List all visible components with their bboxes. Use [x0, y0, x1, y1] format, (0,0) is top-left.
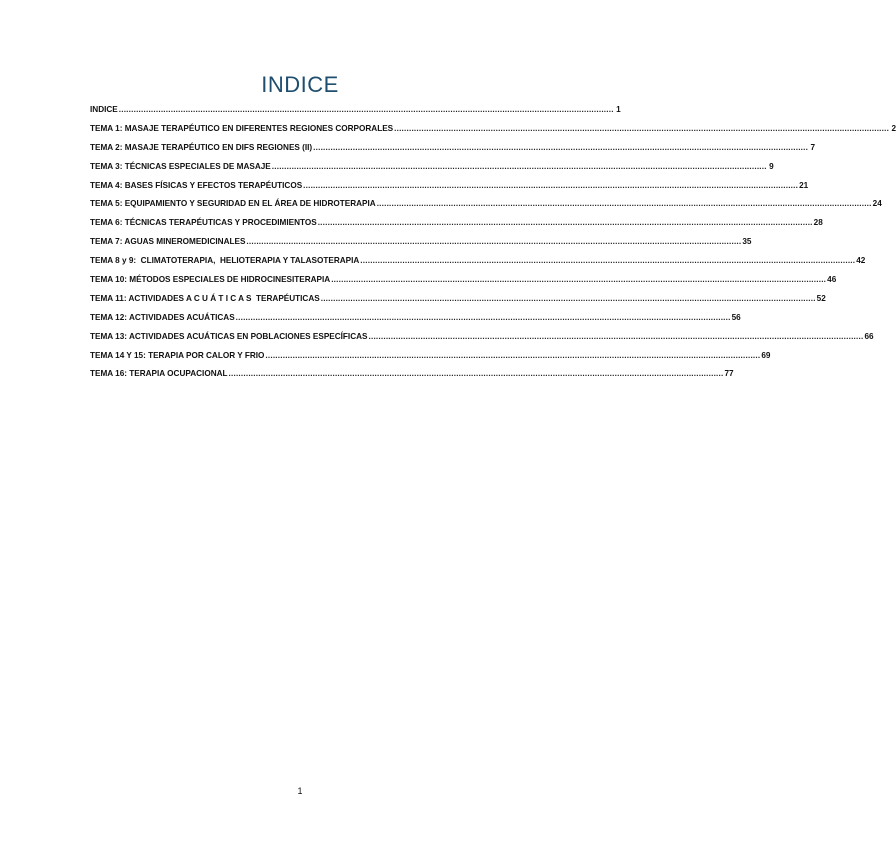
page-number: 1	[297, 786, 303, 796]
toc-entry-label: TEMA 6: TÉCNICAS TERAPÉUTICAS Y PROCEDIMIENTOS	[90, 218, 317, 228]
toc-entry-label: TEMA 16: TERAPIA OCUPACIONAL	[90, 369, 228, 379]
toc-entry[interactable]	[90, 256, 866, 275]
toc-entry-page: 24	[872, 199, 882, 209]
toc-dot-leader: ........................................................................................................................................................................................................	[265, 350, 761, 360]
toc-dot-leader: ........................................................................................................................................................................................................	[235, 312, 731, 322]
toc-entry-label: TEMA 11: ACTIVIDADES A C U Á T I C A S TERAPÉUTICAS	[90, 293, 320, 303]
toc-dot-leader: ........................................................................................................................................................................................................	[317, 218, 813, 228]
toc-dot-leader: ........................................................................................................................................................................................................	[368, 331, 864, 341]
toc-entry-page: 21	[799, 180, 809, 190]
toc-entry-page: 35	[742, 237, 752, 247]
toc-entry[interactable]	[90, 275, 837, 294]
toc-entry-page: 42	[856, 256, 866, 266]
toc-entry[interactable]	[90, 331, 874, 351]
toc-entry[interactable]	[90, 350, 771, 370]
toc-entry-page: 9	[769, 161, 774, 171]
toc-entry-page: 1	[616, 105, 621, 114]
toc-entry[interactable]	[90, 123, 896, 143]
toc-entry[interactable]	[90, 105, 621, 124]
toc-dot-leader: ........................................................................................................................................................................................................	[320, 293, 816, 303]
toc-entry[interactable]	[90, 293, 826, 313]
toc-entry[interactable]	[90, 369, 734, 388]
toc-entry-label: INDICE	[90, 105, 118, 114]
toc-dot-leader: ........................................................................................................................................................................................................	[376, 199, 872, 209]
toc-dot-leader: ........................................................................................................................................................................................................	[118, 105, 614, 114]
toc-entry[interactable]	[90, 312, 741, 332]
toc-dot-leader: ........................................................................................................................................................................................................	[303, 180, 799, 190]
toc-dot-leader: ........................................................................................................................................................................................................	[271, 161, 767, 171]
toc-entry-page: 77	[724, 369, 734, 379]
toc-entry-label: TEMA 4: BASES FÍSICAS Y EFECTOS TERAPÉUTICOS	[90, 180, 303, 190]
toc-entry-page: 7	[810, 142, 816, 152]
toc-entry[interactable]	[90, 218, 823, 237]
toc-entry[interactable]	[90, 237, 752, 256]
table-of-contents	[90, 105, 896, 388]
page-title: INDICE	[261, 72, 339, 97]
toc-dot-leader: ........................................................................................................................................................................................................	[331, 275, 827, 285]
toc-entry-label: TEMA 13: ACTIVIDADES ACUÁTICAS EN POBLACIONES ESPECÍFICAS	[90, 331, 368, 341]
toc-entry[interactable]	[90, 161, 774, 181]
toc-entry-page: 46	[827, 275, 837, 285]
toc-entry[interactable]	[90, 199, 882, 218]
toc-entry-label: TEMA 3: TÉCNICAS ESPECIALES DE MASAJE	[90, 161, 271, 171]
toc-entry-page: 28	[813, 218, 823, 228]
toc-entry-label: TEMA 5: EQUIPAMIENTO Y SEGURIDAD EN EL ÁREA DE HIDROTERAPIA	[90, 199, 376, 209]
toc-entry-label: TEMA 7: AGUAS MINEROMEDICINALES	[90, 237, 246, 247]
toc-dot-leader: ........................................................................................................................................................................................................	[228, 369, 724, 379]
toc-entry-label: TEMA 1: MASAJE TERAPÉUTICO EN DIFERENTES REGIONES CORPORALES	[90, 123, 394, 133]
toc-dot-leader: ........................................................................................................................................................................................................	[246, 237, 742, 247]
toc-entry-page: 56	[731, 312, 741, 322]
toc-entry-label: TEMA 12: ACTIVIDADES ACUÁTICAS	[90, 312, 235, 322]
toc-entry-label: TEMA 10: MÉTODOS ESPECIALES DE HIDROCINESITERAPIA	[90, 275, 331, 285]
toc-entry-label: TEMA 14 Y 15: TERAPIA POR CALOR Y FRIO	[90, 350, 265, 360]
toc-entry-page: 66	[864, 331, 874, 341]
toc-entry[interactable]	[90, 180, 809, 200]
toc-entry-label: TEMA 8 y 9: CLIMATOTERAPIA, HELIOTERAPIA Y TALASOTERAPIA	[90, 256, 360, 266]
toc-entry[interactable]	[90, 142, 816, 162]
toc-entry-page: 2	[891, 123, 896, 133]
toc-dot-leader: ........................................................................................................................................................................................................	[360, 256, 856, 266]
toc-dot-leader: ........................................................................................................................................................................................................	[313, 142, 809, 152]
toc-entry-label: TEMA 2: MASAJE TERAPÉUTICO EN DIFS REGIONES (II)	[90, 142, 313, 152]
toc-dot-leader: ........................................................................................................................................................................................................	[394, 123, 890, 133]
toc-entry-page: 52	[816, 293, 826, 303]
toc-entry-page: 69	[761, 350, 771, 360]
